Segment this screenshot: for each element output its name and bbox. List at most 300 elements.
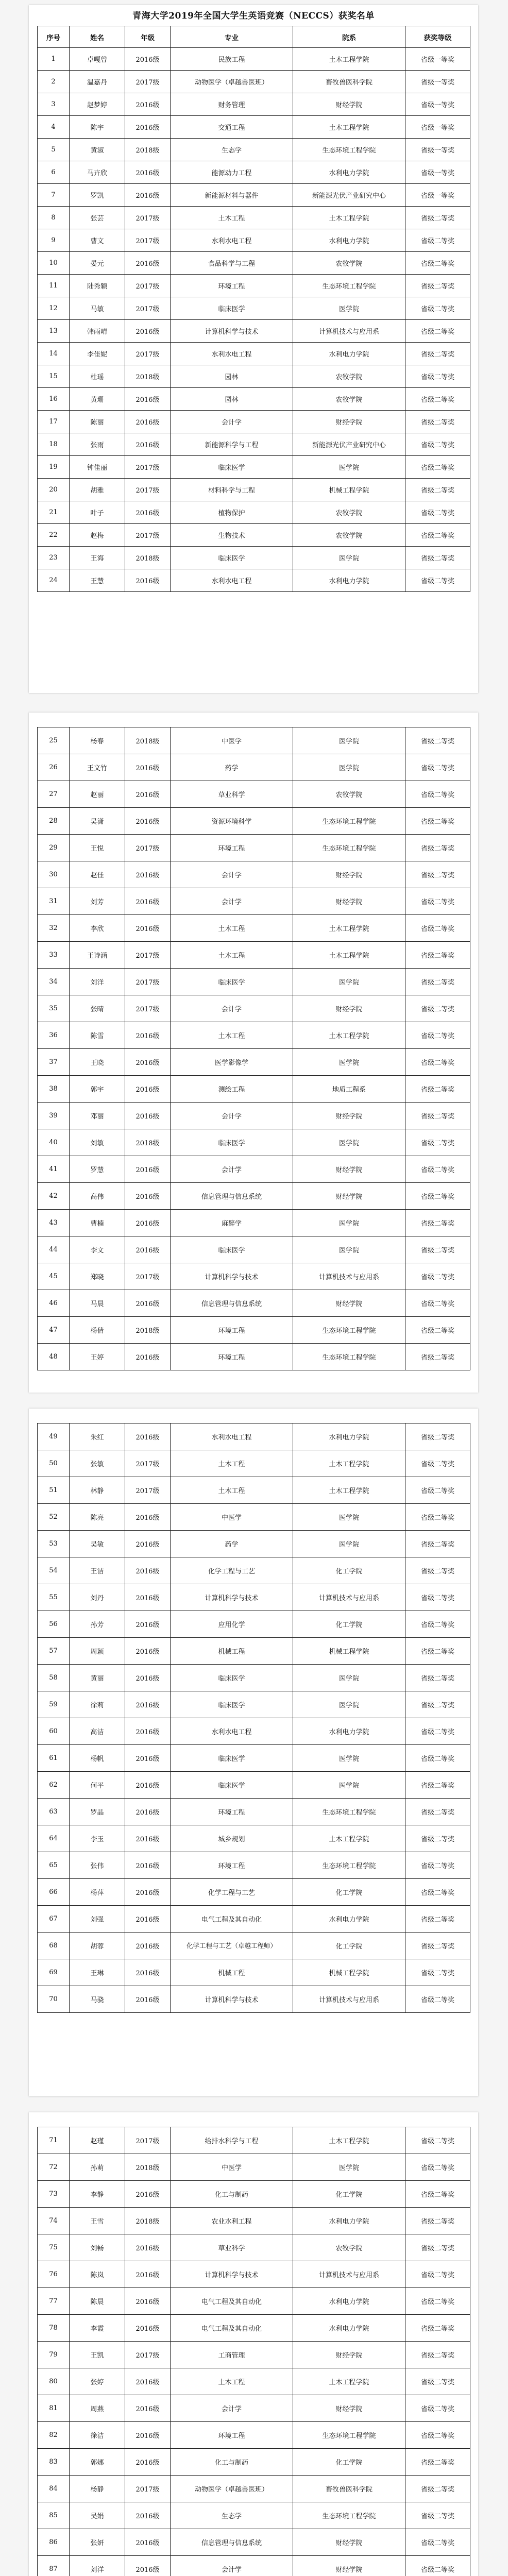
- page-1: [29, 5, 478, 693]
- cell-name: 杨萍: [70, 1879, 125, 1906]
- cell-grade: 2016级: [125, 252, 171, 275]
- cell-grade: 2016级: [125, 388, 171, 411]
- cell-award: 省级二等奖: [405, 1263, 470, 1290]
- cell-award: 省级二等奖: [405, 2315, 470, 2342]
- cell-award: 省级二等奖: [405, 1584, 470, 1611]
- cell-index: 47: [38, 1317, 70, 1344]
- cell-index: 15: [38, 365, 70, 388]
- cell-name: 王文竹: [70, 754, 125, 781]
- cell-index: 27: [38, 781, 70, 808]
- table-row: [38, 433, 470, 456]
- cell-major: 临床医学: [171, 1129, 293, 1156]
- cell-major: 电气工程及其自动化: [171, 2315, 293, 2342]
- cell-major: 麻醉学: [171, 1210, 293, 1236]
- cell-index: 73: [38, 2181, 70, 2208]
- cell-name: 孙芳: [70, 1611, 125, 1638]
- cell-award: 省级二等奖: [405, 1906, 470, 1933]
- cell-major: 信息管理与信息系统: [171, 1290, 293, 1317]
- cell-department: 医学院: [293, 1049, 405, 1076]
- cell-index: 53: [38, 1531, 70, 1557]
- cell-award: 省级一等奖: [405, 48, 470, 71]
- cell-department: 地质工程系: [293, 1076, 405, 1103]
- cell-index: 75: [38, 2234, 70, 2261]
- cell-index: 76: [38, 2261, 70, 2288]
- cell-name: 张伟: [70, 1852, 125, 1879]
- cell-award: 省级二等奖: [405, 969, 470, 995]
- cell-major: 临床医学: [171, 1665, 293, 1691]
- cell-department: 化工学院: [293, 1611, 405, 1638]
- cell-index: 79: [38, 2342, 70, 2368]
- cell-index: 33: [38, 942, 70, 969]
- cell-major: 水利水电工程: [171, 1718, 293, 1745]
- cell-index: 62: [38, 1772, 70, 1799]
- table-row: [38, 320, 470, 343]
- cell-index: 1: [38, 48, 70, 71]
- cell-index: 19: [38, 456, 70, 479]
- cell-award: 省级二等奖: [405, 2449, 470, 2476]
- table-row: [38, 1557, 470, 1584]
- cell-award: 省级二等奖: [405, 915, 470, 942]
- cell-grade: 2017级: [125, 343, 171, 365]
- cell-grade: 2017级: [125, 71, 171, 93]
- cell-name: 李欣: [70, 915, 125, 942]
- cell-major: 临床医学: [171, 297, 293, 320]
- cell-department: 农牧学院: [293, 2234, 405, 2261]
- cell-grade: 2016级: [125, 1799, 171, 1825]
- cell-name: 张晴: [70, 995, 125, 1022]
- cell-grade: 2016级: [125, 781, 171, 808]
- cell-grade: 2016级: [125, 184, 171, 207]
- cell-major: 能源动力工程: [171, 161, 293, 184]
- cell-department: 生态环境工程学院: [293, 835, 405, 861]
- cell-award: 省级二等奖: [405, 2288, 470, 2315]
- cell-major: 药学: [171, 1531, 293, 1557]
- cell-name: 刘洋: [70, 969, 125, 995]
- cell-grade: 2016级: [125, 2529, 171, 2556]
- cell-name: 杨帆: [70, 1745, 125, 1772]
- cell-department: 化工学院: [293, 1933, 405, 1959]
- table-row: [38, 781, 470, 808]
- cell-department: 化工学院: [293, 2449, 405, 2476]
- cell-name: 李佳妮: [70, 343, 125, 365]
- cell-name: 黄珊: [70, 388, 125, 411]
- cell-department: 机械工程学院: [293, 1959, 405, 1986]
- cell-grade: 2016级: [125, 1986, 171, 2013]
- cell-award: 省级二等奖: [405, 861, 470, 888]
- cell-award: 省级二等奖: [405, 754, 470, 781]
- cell-name: 曹文: [70, 229, 125, 252]
- header-name: 姓名: [70, 26, 125, 48]
- cell-index: 67: [38, 1906, 70, 1933]
- cell-grade: 2016级: [125, 2181, 171, 2208]
- cell-index: 12: [38, 297, 70, 320]
- cell-name: 郭宇: [70, 1076, 125, 1103]
- cell-index: 4: [38, 116, 70, 139]
- table-row: [38, 1076, 470, 1103]
- cell-name: 吴敏: [70, 1531, 125, 1557]
- cell-grade: 2016级: [125, 1504, 171, 1531]
- table-row: [38, 1263, 470, 1290]
- cell-index: 2: [38, 71, 70, 93]
- cell-grade: 2016级: [125, 1959, 171, 1986]
- cell-name: 罗慧: [70, 1156, 125, 1183]
- table-row: [38, 995, 470, 1022]
- cell-department: 生态环境工程学院: [293, 1852, 405, 1879]
- cell-name: 张妍: [70, 2529, 125, 2556]
- table-row: [38, 1156, 470, 1183]
- cell-major: 计算机科学与技术: [171, 2261, 293, 2288]
- cell-department: 土木工程学院: [293, 1450, 405, 1477]
- table-row: [38, 888, 470, 915]
- cell-major: 信息管理与信息系统: [171, 2529, 293, 2556]
- cell-grade: 2016级: [125, 2502, 171, 2529]
- cell-grade: 2017级: [125, 1477, 171, 1504]
- cell-name: 黄淑: [70, 139, 125, 161]
- cell-name: 卓嘎曾: [70, 48, 125, 71]
- cell-name: 马敏: [70, 297, 125, 320]
- cell-grade: 2016级: [125, 861, 171, 888]
- cell-department: 生态环境工程学院: [293, 2502, 405, 2529]
- cell-award: 省级二等奖: [405, 2556, 470, 2576]
- table-row: [38, 1933, 470, 1959]
- cell-grade: 2016级: [125, 1745, 171, 1772]
- table-row: [38, 1290, 470, 1317]
- cell-index: 8: [38, 207, 70, 229]
- cell-name: 陆秀颖: [70, 275, 125, 297]
- cell-index: 17: [38, 411, 70, 433]
- cell-index: 71: [38, 2127, 70, 2154]
- cell-major: 会计学: [171, 1156, 293, 1183]
- cell-department: 医学院: [293, 1210, 405, 1236]
- cell-grade: 2016级: [125, 1557, 171, 1584]
- cell-grade: 2016级: [125, 1236, 171, 1263]
- table-row: [38, 1745, 470, 1772]
- cell-department: 计算机技术与应用系: [293, 1584, 405, 1611]
- cell-department: 医学院: [293, 1504, 405, 1531]
- cell-grade: 2016级: [125, 1906, 171, 1933]
- cell-major: 临床医学: [171, 1236, 293, 1263]
- cell-department: 医学院: [293, 1665, 405, 1691]
- cell-department: 医学院: [293, 1691, 405, 1718]
- cell-major: 植物保护: [171, 501, 293, 524]
- table-row: [38, 754, 470, 781]
- cell-index: 68: [38, 1933, 70, 1959]
- cell-department: 生态环境工程学院: [293, 1344, 405, 1370]
- cell-major: 计算机科学与技术: [171, 1986, 293, 2013]
- cell-department: 农牧学院: [293, 252, 405, 275]
- table-row: [38, 2288, 470, 2315]
- cell-name: 邓丽: [70, 1103, 125, 1129]
- cell-index: 74: [38, 2208, 70, 2234]
- cell-index: 44: [38, 1236, 70, 1263]
- cell-major: 环境工程: [171, 275, 293, 297]
- cell-index: 86: [38, 2529, 70, 2556]
- cell-index: 56: [38, 1611, 70, 1638]
- cell-department: 土木工程学院: [293, 48, 405, 71]
- cell-index: 77: [38, 2288, 70, 2315]
- cell-major: 会计学: [171, 995, 293, 1022]
- cell-name: 陈雪: [70, 1022, 125, 1049]
- cell-index: 65: [38, 1852, 70, 1879]
- cell-name: 何平: [70, 1772, 125, 1799]
- cell-major: 水利水电工程: [171, 343, 293, 365]
- table-row: [38, 1450, 470, 1477]
- cell-award: 省级二等奖: [405, 388, 470, 411]
- cell-name: 曹楠: [70, 1210, 125, 1236]
- table-row: [38, 1959, 470, 1986]
- table-row: [38, 1129, 470, 1156]
- table-row: [38, 1022, 470, 1049]
- cell-name: 罗凯: [70, 184, 125, 207]
- cell-grade: 2017级: [125, 2127, 171, 2154]
- cell-department: 土木工程学院: [293, 2127, 405, 2154]
- cell-grade: 2016级: [125, 2422, 171, 2449]
- cell-award: 省级二等奖: [405, 252, 470, 275]
- cell-major: 生态学: [171, 2502, 293, 2529]
- cell-name: 韩雨晴: [70, 320, 125, 343]
- cell-name: 杨倩: [70, 1317, 125, 1344]
- cell-major: 环境工程: [171, 1852, 293, 1879]
- cell-major: 会计学: [171, 2556, 293, 2576]
- cell-index: 78: [38, 2315, 70, 2342]
- table-row: [38, 2556, 470, 2576]
- cell-name: 徐洁: [70, 2422, 125, 2449]
- cell-major: 环境工程: [171, 1344, 293, 1370]
- cell-index: 57: [38, 1638, 70, 1665]
- table-row: [38, 93, 470, 116]
- cell-name: 朱红: [70, 1423, 125, 1450]
- table-row: [38, 1584, 470, 1611]
- cell-index: 3: [38, 93, 70, 116]
- cell-major: 电气工程及其自动化: [171, 1906, 293, 1933]
- cell-name: 李玉: [70, 1825, 125, 1852]
- table-row: [38, 2181, 470, 2208]
- cell-award: 省级二等奖: [405, 1691, 470, 1718]
- cell-index: 23: [38, 547, 70, 569]
- cell-index: 22: [38, 524, 70, 547]
- table-row: [38, 1049, 470, 1076]
- cell-grade: 2016级: [125, 1103, 171, 1129]
- cell-name: 郭娜: [70, 2449, 125, 2476]
- cell-grade: 2016级: [125, 2556, 171, 2576]
- cell-award: 省级二等奖: [405, 2529, 470, 2556]
- table-row: [38, 1183, 470, 1210]
- cell-major: 计算机科学与技术: [171, 1263, 293, 1290]
- table-row: [38, 479, 470, 501]
- table-row: [38, 207, 470, 229]
- cell-grade: 2017级: [125, 229, 171, 252]
- header-award: 获奖等级: [405, 26, 470, 48]
- cell-index: 28: [38, 808, 70, 835]
- cell-department: 财经学院: [293, 1290, 405, 1317]
- cell-index: 82: [38, 2422, 70, 2449]
- cell-award: 省级二等奖: [405, 1638, 470, 1665]
- cell-major: 园林: [171, 388, 293, 411]
- cell-award: 省级二等奖: [405, 1531, 470, 1557]
- table-row: [38, 2502, 470, 2529]
- cell-name: 王婷: [70, 1344, 125, 1370]
- cell-index: 26: [38, 754, 70, 781]
- document-title: 青海大学2019年全国大学生英语竞赛（NECCS）获奖名单: [132, 11, 375, 21]
- cell-grade: 2016级: [125, 1156, 171, 1183]
- table-row: [38, 1236, 470, 1263]
- cell-grade: 2016级: [125, 754, 171, 781]
- cell-major: 药学: [171, 754, 293, 781]
- cell-department: 医学院: [293, 297, 405, 320]
- cell-index: 48: [38, 1344, 70, 1370]
- cell-index: 20: [38, 479, 70, 501]
- cell-name: 马晨: [70, 1290, 125, 1317]
- table-row: [38, 2208, 470, 2234]
- cell-name: 周颖: [70, 1638, 125, 1665]
- cell-major: 草业科学: [171, 2234, 293, 2261]
- cell-department: 新能源光伏产业研究中心: [293, 433, 405, 456]
- cell-name: 晏元: [70, 252, 125, 275]
- cell-major: 新能源科学与工程: [171, 433, 293, 456]
- cell-index: 40: [38, 1129, 70, 1156]
- cell-name: 张婷: [70, 2368, 125, 2395]
- cell-major: 会计学: [171, 888, 293, 915]
- table-row: [38, 1344, 470, 1370]
- cell-index: 14: [38, 343, 70, 365]
- table-row: [38, 1799, 470, 1825]
- cell-award: 省级二等奖: [405, 1986, 470, 2013]
- cell-award: 省级二等奖: [405, 2368, 470, 2395]
- cell-award: 省级二等奖: [405, 1557, 470, 1584]
- cell-award: 省级二等奖: [405, 1477, 470, 1504]
- cell-award: 省级二等奖: [405, 1665, 470, 1691]
- cell-name: 张敏: [70, 1450, 125, 1477]
- cell-index: 18: [38, 433, 70, 456]
- table-row: [38, 161, 470, 184]
- cell-index: 16: [38, 388, 70, 411]
- cell-award: 省级二等奖: [405, 229, 470, 252]
- cell-department: 财经学院: [293, 93, 405, 116]
- cell-grade: 2017级: [125, 835, 171, 861]
- table-row: [38, 275, 470, 297]
- cell-grade: 2016级: [125, 411, 171, 433]
- cell-award: 省级二等奖: [405, 1317, 470, 1344]
- cell-name: 高洁: [70, 1718, 125, 1745]
- table-row: [38, 116, 470, 139]
- cell-index: 58: [38, 1665, 70, 1691]
- cell-award: 省级二等奖: [405, 501, 470, 524]
- cell-award: 省级二等奖: [405, 2234, 470, 2261]
- cell-award: 省级二等奖: [405, 2502, 470, 2529]
- cell-index: 84: [38, 2476, 70, 2502]
- table-row: [38, 2342, 470, 2368]
- cell-major: 计算机科学与技术: [171, 320, 293, 343]
- cell-grade: 2016级: [125, 2261, 171, 2288]
- cell-major: 机械工程: [171, 1959, 293, 1986]
- cell-department: 土木工程学院: [293, 2368, 405, 2395]
- cell-index: 51: [38, 1477, 70, 1504]
- cell-department: 医学院: [293, 456, 405, 479]
- table-row: [38, 2422, 470, 2449]
- cell-name: 杜瑶: [70, 365, 125, 388]
- table-row: [38, 2261, 470, 2288]
- cell-department: 医学院: [293, 727, 405, 754]
- table-row: [38, 569, 470, 592]
- cell-major: 会计学: [171, 861, 293, 888]
- cell-award: 省级一等奖: [405, 184, 470, 207]
- cell-award: 省级二等奖: [405, 1156, 470, 1183]
- cell-grade: 2017级: [125, 2476, 171, 2502]
- cell-grade: 2016级: [125, 2288, 171, 2315]
- cell-department: 化工学院: [293, 2181, 405, 2208]
- cell-grade: 2017级: [125, 524, 171, 547]
- cell-award: 省级二等奖: [405, 2127, 470, 2154]
- table-row: [38, 2234, 470, 2261]
- awards-table-part-1: [37, 26, 470, 592]
- cell-index: 32: [38, 915, 70, 942]
- cell-name: 王洁: [70, 1557, 125, 1584]
- cell-grade: 2018级: [125, 2154, 171, 2181]
- cell-index: 25: [38, 727, 70, 754]
- cell-grade: 2016级: [125, 569, 171, 592]
- cell-major: 土木工程: [171, 1022, 293, 1049]
- cell-grade: 2016级: [125, 2449, 171, 2476]
- cell-grade: 2017级: [125, 207, 171, 229]
- cell-department: 水利电力学院: [293, 569, 405, 592]
- cell-department: 水利电力学院: [293, 229, 405, 252]
- cell-grade: 2017级: [125, 1450, 171, 1477]
- cell-department: 化工学院: [293, 1879, 405, 1906]
- cell-grade: 2016级: [125, 1638, 171, 1665]
- cell-award: 省级二等奖: [405, 479, 470, 501]
- cell-department: 畜牧兽医科学院: [293, 2476, 405, 2502]
- cell-major: 测绘工程: [171, 1076, 293, 1103]
- cell-name: 钟佳丽: [70, 456, 125, 479]
- cell-department: 财经学院: [293, 888, 405, 915]
- table-header-row: [38, 26, 470, 48]
- table-row: [38, 1638, 470, 1665]
- cell-name: 李静: [70, 2181, 125, 2208]
- cell-index: 30: [38, 861, 70, 888]
- cell-grade: 2016级: [125, 1691, 171, 1718]
- cell-name: 马卉欣: [70, 161, 125, 184]
- cell-index: 49: [38, 1423, 70, 1450]
- cell-index: 35: [38, 995, 70, 1022]
- cell-major: 会计学: [171, 1103, 293, 1129]
- cell-department: 生态环境工程学院: [293, 1799, 405, 1825]
- cell-name: 吴娟: [70, 2502, 125, 2529]
- cell-name: 王诗涵: [70, 942, 125, 969]
- cell-award: 省级二等奖: [405, 1423, 470, 1450]
- cell-index: 10: [38, 252, 70, 275]
- page-4: [29, 2112, 478, 2576]
- cell-grade: 2016级: [125, 1933, 171, 1959]
- table-row: [38, 411, 470, 433]
- cell-index: 42: [38, 1183, 70, 1210]
- table-row: [38, 2368, 470, 2395]
- cell-major: 临床医学: [171, 547, 293, 569]
- cell-major: 临床医学: [171, 1772, 293, 1799]
- cell-award: 省级二等奖: [405, 1959, 470, 1986]
- cell-department: 农牧学院: [293, 365, 405, 388]
- cell-award: 省级二等奖: [405, 365, 470, 388]
- cell-department: 医学院: [293, 969, 405, 995]
- table-row: [38, 1906, 470, 1933]
- cell-award: 省级二等奖: [405, 1611, 470, 1638]
- cell-index: 37: [38, 1049, 70, 1076]
- cell-index: 85: [38, 2502, 70, 2529]
- cell-department: 水利电力学院: [293, 343, 405, 365]
- cell-grade: 2016级: [125, 2368, 171, 2395]
- cell-major: 临床医学: [171, 1745, 293, 1772]
- awards-table-part-4: [37, 2127, 470, 2576]
- cell-major: 生物技术: [171, 524, 293, 547]
